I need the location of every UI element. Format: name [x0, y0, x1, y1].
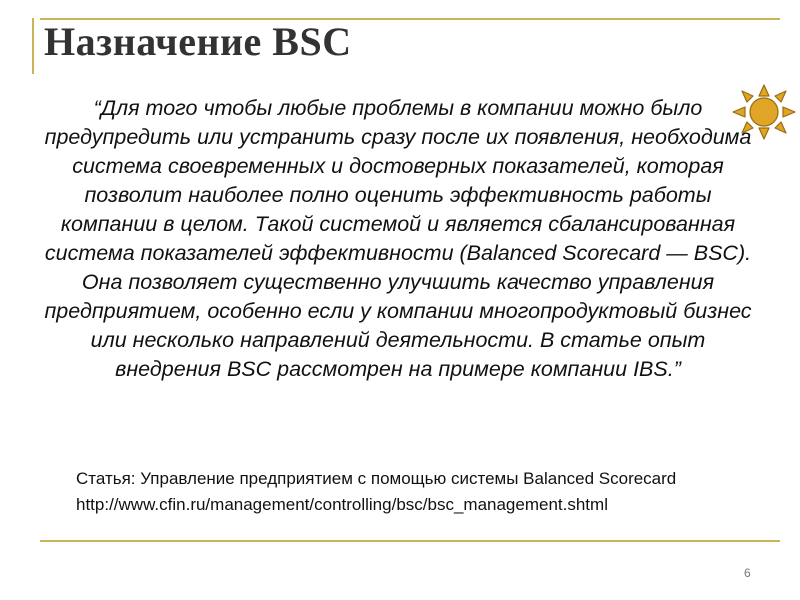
slide-title: Назначение BSC — [44, 19, 352, 64]
source-title: Статья: Управление предприятием с помощью системы Balanced Scorecard — [76, 469, 677, 488]
quote-text: “Для того чтобы любые проблемы в компании можно было предупредить или устранить сразу после их появления, необходима система своевременных и достоверных показателей, которая позволит наиболее полно оценить эффективность работы компании в целом. Такой системой и является сбалансированная система показателей эффективности (Balanced Scorecard — BSC). Она позволяет существенно улучшить качество управления предприятием, особенно если у компании многопродуктовый бизнес или несколько направлений деятельности. В статье опыт внедрения BSC рассмотрен на примере компании IBS.” — [44, 96, 752, 381]
left-rule — [32, 18, 34, 74]
page-number: 6 — [744, 566, 751, 580]
source-url[interactable]: http://www.cfin.ru/management/controlling/bsc/bsc_management.shtml — [76, 495, 608, 514]
source-citation — [76, 466, 786, 518]
bottom-rule — [40, 540, 780, 542]
